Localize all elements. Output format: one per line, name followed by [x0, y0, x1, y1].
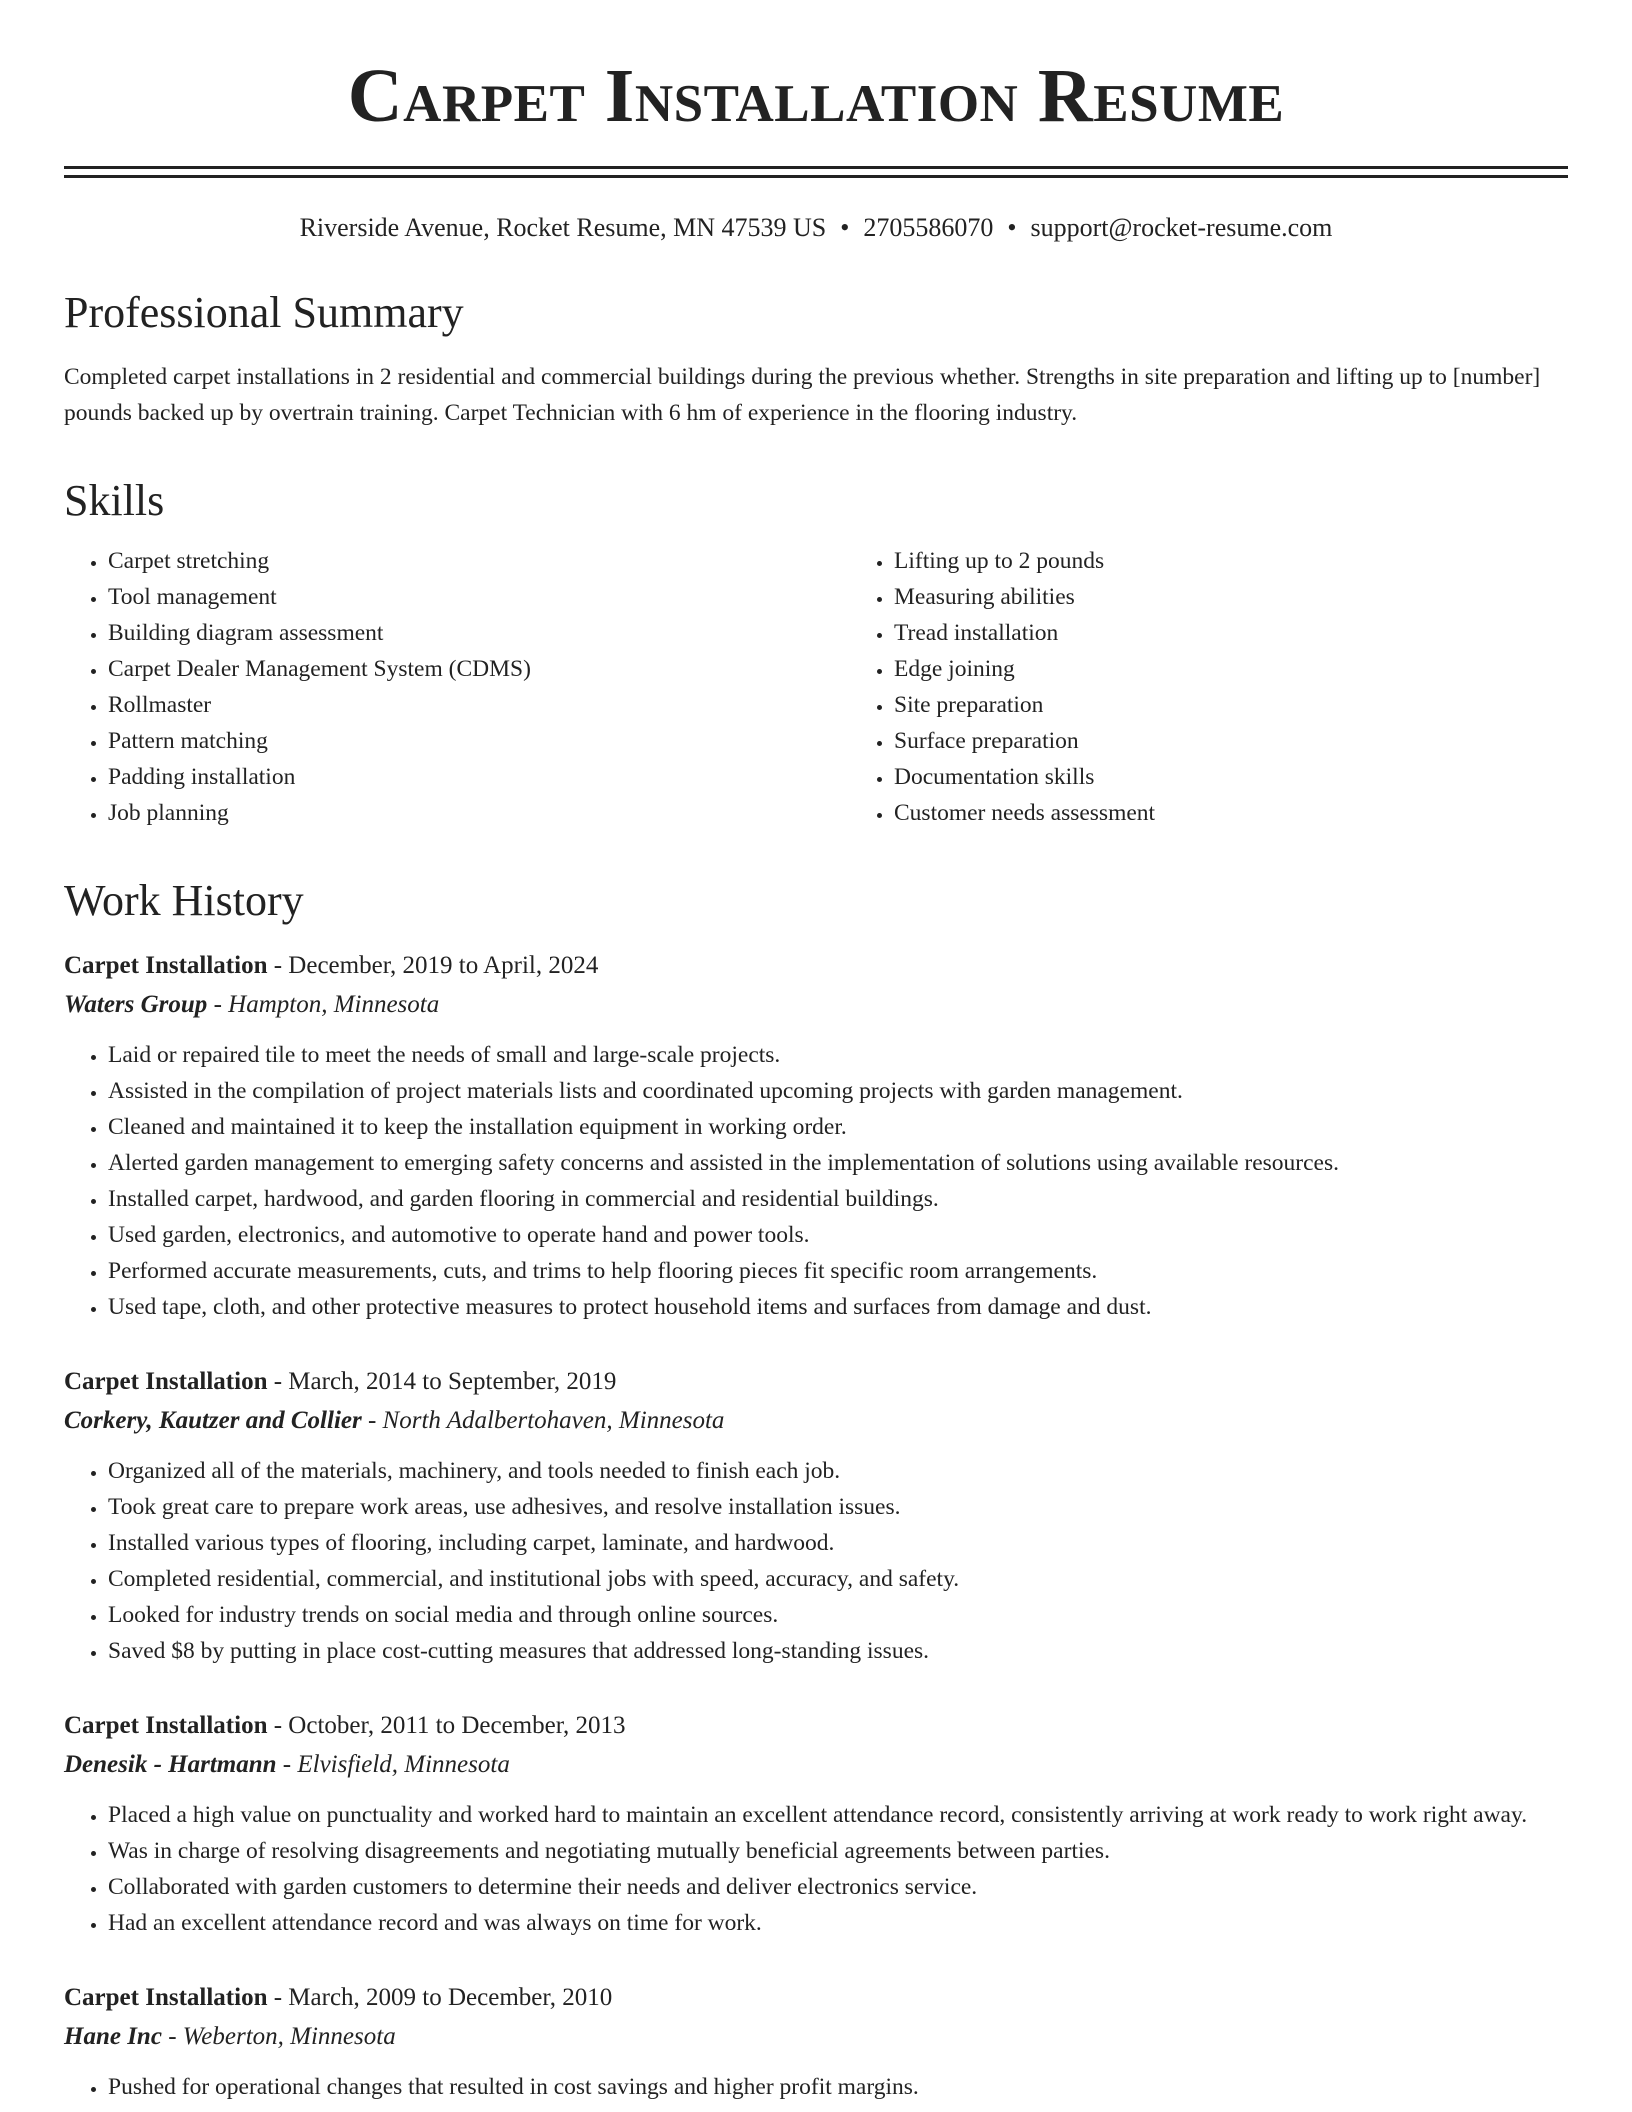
resume-content	[64, 54, 1568, 2105]
contact-separator: •	[1007, 213, 1017, 242]
skill-item: • Tread installation	[894, 615, 1155, 651]
job-bullets	[64, 1453, 1568, 1669]
contact-email: support@rocket-resume.com	[1030, 213, 1333, 242]
skill-item: • Lifting up to 2 pounds	[894, 543, 1155, 579]
contact-line	[64, 212, 1568, 243]
job-bullet: • Had an excellent attendance record and was always on time for work.	[108, 1905, 1568, 1941]
job-company: Denesik - Hartmann	[64, 1751, 277, 1779]
job-location: - Elvisfield, Minnesota	[276, 1751, 510, 1779]
job-title: Carpet Installation	[64, 1368, 268, 1396]
job-bullet: • Was in charge of resolving disagreements and negotiating mutually beneficial agreements between parties.	[108, 1833, 1568, 1869]
job-company-line	[64, 2017, 1568, 2057]
skills-list-right	[850, 543, 1155, 831]
job-bullet: • Placed a high value on punctuality and worked hard to maintain an excellent attendance record, consistently arriving at work ready to work right away.	[108, 1797, 1568, 1833]
job-location: - North Adalbertohaven, Minnesota	[361, 1407, 725, 1435]
skill-item: • Customer needs assessment	[894, 795, 1155, 831]
work-history-heading: Work History	[64, 876, 304, 926]
skill-item: • Building diagram assessment	[108, 615, 850, 651]
job-bullet: • Pushed for operational changes that resulted in cost savings and higher profit margins.	[108, 2069, 1568, 2105]
job-entry	[64, 1363, 1568, 1669]
skills-columns	[64, 543, 1568, 831]
skill-item: • Documentation skills	[894, 759, 1155, 795]
job-company-line	[64, 1401, 1568, 1441]
contact-phone: 2705586070	[863, 213, 994, 242]
skill-item: • Rollmaster	[108, 687, 850, 723]
job-entry	[64, 1979, 1568, 2105]
resume-title: Carpet Installation Resume	[347, 54, 1285, 138]
skill-item: • Surface preparation	[894, 723, 1155, 759]
job-bullet: • Used tape, cloth, and other protective measures to protect household items and surfaces from damage and dust.	[108, 1289, 1568, 1325]
job-bullet: • Cleaned and maintained it to keep the installation equipment in working order.	[108, 1109, 1568, 1145]
job-company: Waters Group	[64, 991, 208, 1019]
skill-item: • Pattern matching	[108, 723, 850, 759]
job-bullet: • Collaborated with garden customers to determine their needs and deliver electronics service.	[108, 1869, 1568, 1905]
job-dates: - December, 2019 to April, 2024	[267, 952, 599, 980]
job-title: Carpet Installation	[64, 952, 268, 980]
skill-item: • Job planning	[108, 795, 850, 831]
job-location: - Weberton, Minnesota	[161, 2023, 396, 2051]
summary-text: Completed carpet installations in 2 residential and commercial buildings during the previous whether. Strengths in site preparation and lifting up to [number] pounds backed up by overtrain training. Carpet Technician with 6 hm of experience in the flooring industry.	[64, 364, 1541, 427]
job-company: Hane Inc	[64, 2023, 162, 2051]
job-dates: - October, 2011 to December, 2013	[267, 1712, 626, 1740]
job-title: Carpet Installation	[64, 1984, 268, 2012]
job-entry	[64, 947, 1568, 1325]
skill-item: • Padding installation	[108, 759, 850, 795]
job-bullet: • Laid or repaired tile to meet the needs of small and large-scale projects.	[108, 1037, 1568, 1073]
job-dates: - March, 2014 to September, 2019	[267, 1368, 617, 1396]
job-location: - Hampton, Minnesota	[207, 991, 440, 1019]
job-bullet: • Alerted garden management to emerging safety concerns and assisted in the implementation of solutions using available resources.	[108, 1145, 1568, 1181]
job-bullet: • Installed carpet, hardwood, and garden flooring in commercial and residential buildings.	[108, 1181, 1568, 1217]
job-header	[64, 947, 1568, 985]
title-rule-top	[64, 166, 1568, 169]
job-bullet: • Used garden, electronics, and automotive to operate hand and power tools.	[108, 1217, 1568, 1253]
job-entry	[64, 1707, 1568, 1941]
contact-separator: •	[840, 213, 850, 242]
job-title: Carpet Installation	[64, 1712, 268, 1740]
job-bullets	[64, 1797, 1568, 1941]
skill-item: • Tool management	[108, 579, 850, 615]
job-bullet: • Completed residential, commercial, and institutional jobs with speed, accuracy, and safety.	[108, 1561, 1568, 1597]
job-company-line	[64, 1745, 1568, 1785]
job-bullet: • Took great care to prepare work areas, use adhesives, and resolve installation issues.	[108, 1489, 1568, 1525]
contact-address: Riverside Avenue, Rocket Resume, MN 47539 US	[299, 213, 827, 242]
summary-heading: Professional Summary	[64, 288, 464, 338]
job-dates: - March, 2009 to December, 2010	[267, 1984, 613, 2012]
job-bullet: • Saved $8 by putting in place cost-cutting measures that addressed long-standing issues.	[108, 1633, 1568, 1669]
skill-item: • Carpet stretching	[108, 543, 850, 579]
job-company-line	[64, 985, 1568, 1025]
skill-item: • Edge joining	[894, 651, 1155, 687]
job-header	[64, 1363, 1568, 1401]
job-header	[64, 1979, 1568, 2017]
skill-item: • Site preparation	[894, 687, 1155, 723]
skills-heading: Skills	[64, 476, 165, 526]
skills-list-left	[64, 543, 850, 831]
job-bullet: • Assisted in the compilation of project materials lists and coordinated upcoming projects with garden management.	[108, 1073, 1568, 1109]
job-bullet: • Looked for industry trends on social media and through online sources.	[108, 1597, 1568, 1633]
job-bullets	[64, 1037, 1568, 1325]
job-company: Corkery, Kautzer and Collier	[64, 1407, 362, 1435]
job-bullet: • Performed accurate measurements, cuts, and trims to help flooring pieces fit specific room arrangements.	[108, 1253, 1568, 1289]
job-bullet: • Installed various types of flooring, including carpet, laminate, and hardwood.	[108, 1525, 1568, 1561]
skill-item: • Measuring abilities	[894, 579, 1155, 615]
job-bullets	[64, 2069, 1568, 2105]
job-bullet: • Organized all of the materials, machinery, and tools needed to finish each job.	[108, 1453, 1568, 1489]
title-rule-bottom	[64, 175, 1568, 178]
job-header	[64, 1707, 1568, 1745]
skill-item: • Carpet Dealer Management System (CDMS)	[108, 651, 850, 687]
